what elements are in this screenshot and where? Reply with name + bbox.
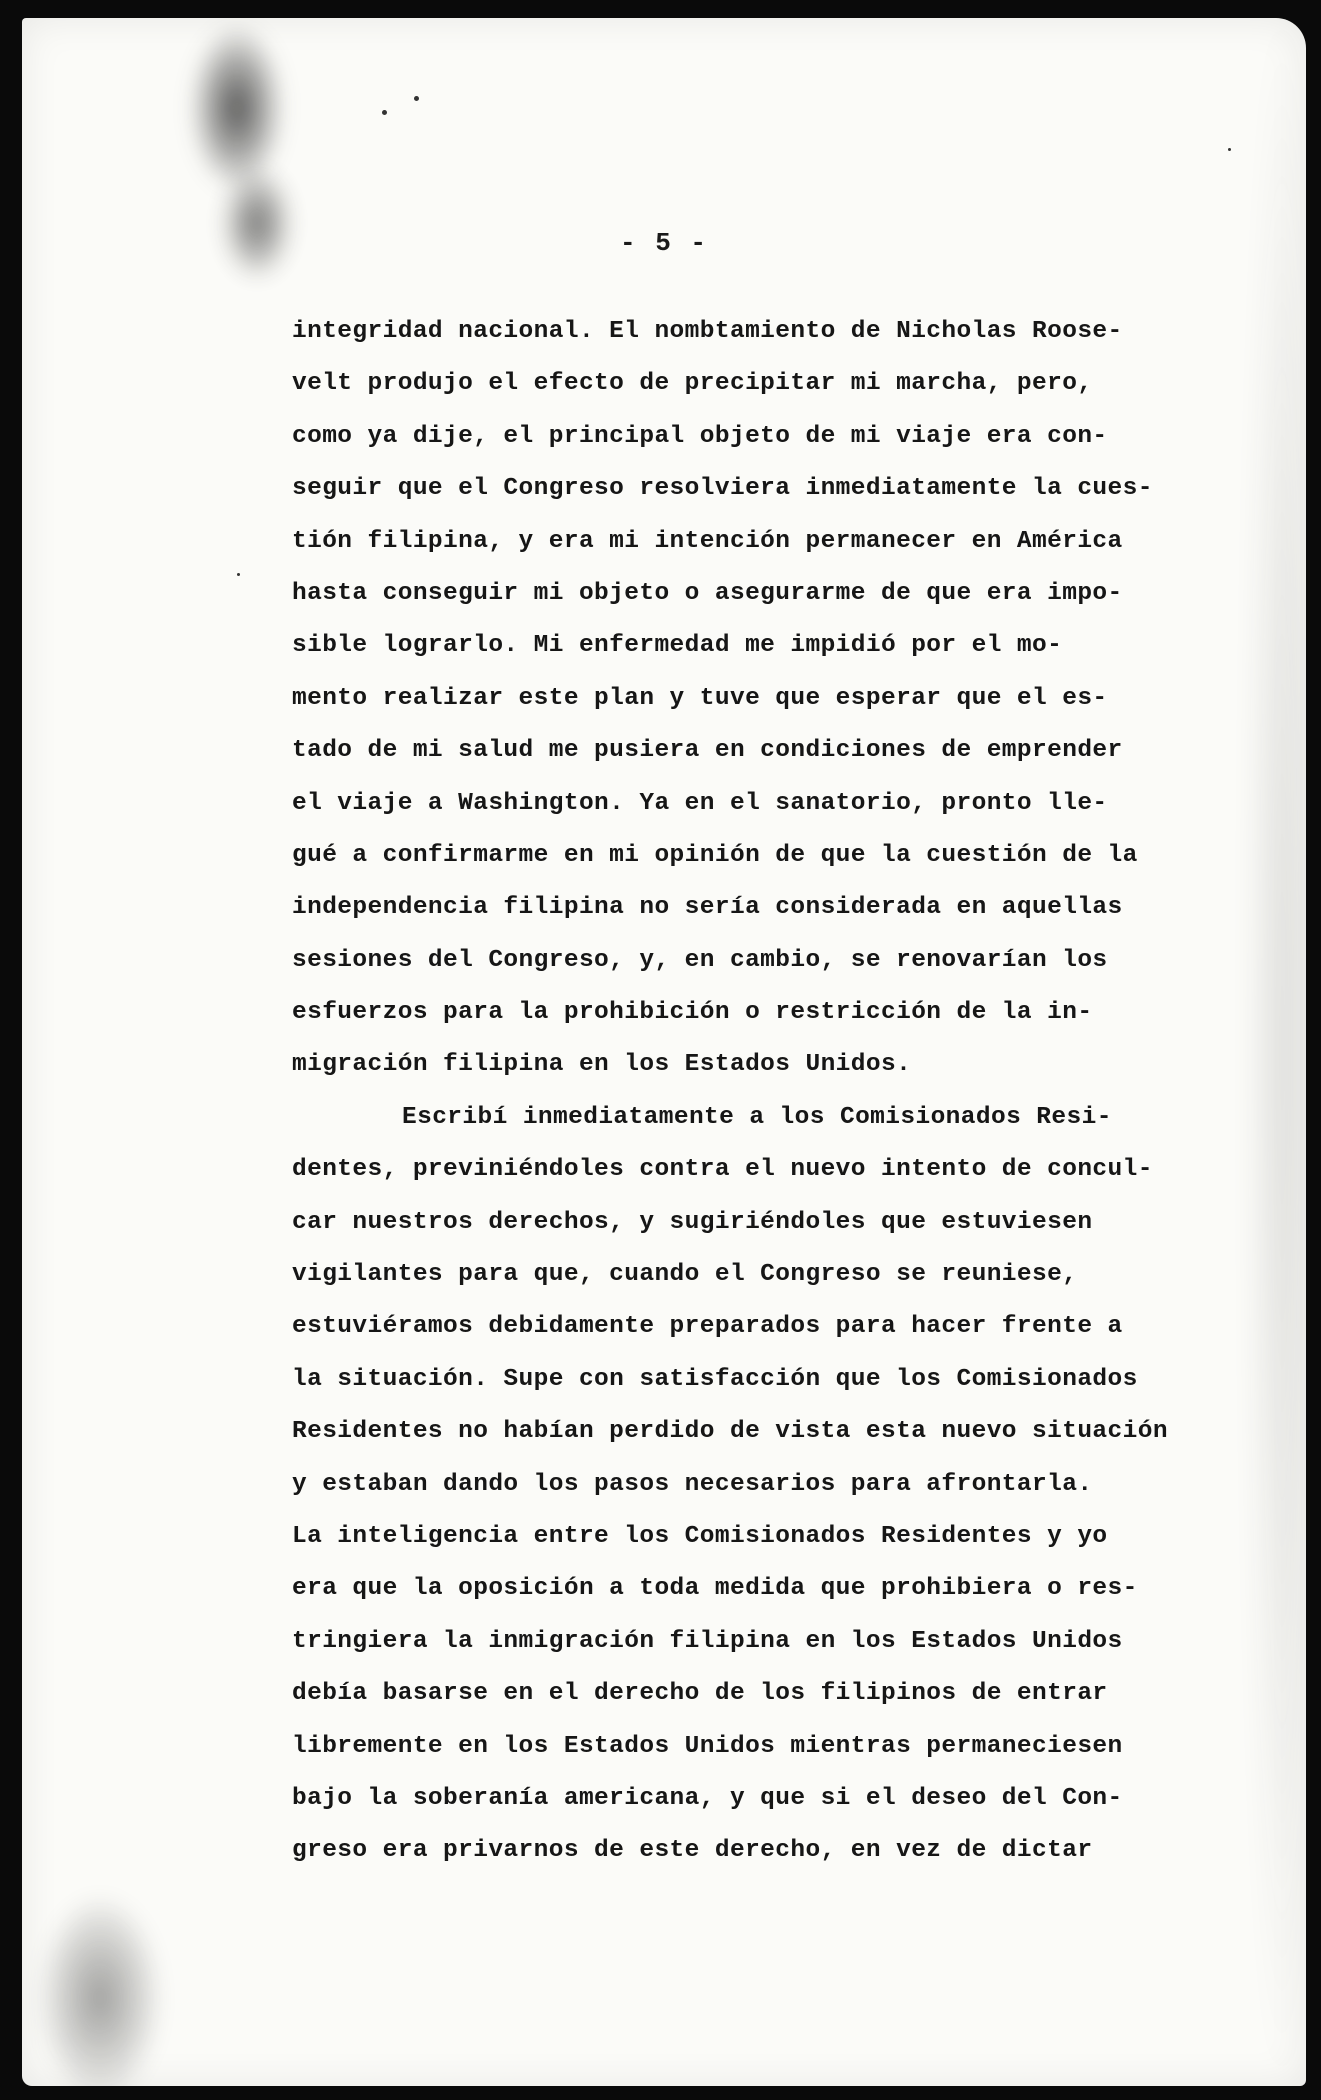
text-line: bajo la soberanía americana, y que si el deseo del Con- xyxy=(292,1784,1123,1812)
ink-smudge xyxy=(40,1898,160,2086)
text-line: libremente en los Estados Unidos mientras permaneciesen xyxy=(292,1732,1123,1760)
text-line: estuviéramos debidamente preparados para hacer frente a xyxy=(292,1313,1123,1341)
ink-smudge xyxy=(222,168,292,278)
text-line: velt produjo el efecto de precipitar mi marcha, pero, xyxy=(292,370,1093,398)
text-line: dentes, previniéndoles contra el nuevo intento de concul- xyxy=(292,1156,1153,1184)
text-line: como ya dije, el principal objeto de mi viaje era con- xyxy=(292,422,1108,450)
text-line: debía basarse en el derecho de los filipinos de entrar xyxy=(292,1680,1108,1708)
ink-smudge xyxy=(192,28,282,188)
scan-speck xyxy=(237,573,240,576)
text-line: migración filipina en los Estados Unidos. xyxy=(292,1051,912,1079)
text-line: gué a confirmarme en mi opinión de que la cuestión de la xyxy=(292,841,1138,869)
text-line: tión filipina, y era mi intención permanecer en América xyxy=(292,527,1123,555)
text-line: vigilantes para que, cuando el Congreso se reuniese, xyxy=(292,1261,1078,1289)
text-line: mento realizar este plan y tuve que esperar que el es- xyxy=(292,684,1108,712)
text-line: integridad nacional. El nombtamiento de Nicholas Roose- xyxy=(292,318,1123,345)
text-line: greso era privarnos de este derecho, en vez de dictar xyxy=(292,1837,1093,1865)
scan-speck xyxy=(382,110,387,115)
scan-speck xyxy=(414,96,419,101)
text-line: hasta conseguir mi objeto o asegurarme de que era impo- xyxy=(292,579,1123,607)
text-line: la situación. Supe con satisfacción que los Comisionados xyxy=(292,1365,1138,1393)
text-line: independencia filipina no sería considerada en aquellas xyxy=(292,894,1123,922)
text-line: Residentes no habían perdido de vista esta nuevo situación xyxy=(292,1418,1168,1446)
body-text xyxy=(292,306,1212,1878)
text-line: el viaje a Washington. Ya en el sanatorio, pronto lle- xyxy=(292,789,1108,817)
text-line: sible lograrlo. Mi enfermedad me impidió por el mo- xyxy=(292,632,1063,660)
text-line: era que la oposición a toda medida que prohibiera o res- xyxy=(292,1575,1138,1603)
text-line: tado de mi salud me pusiera en condiciones de emprender xyxy=(292,737,1123,765)
text-line: Escribí inmediatamente a los Comisionados Resi- xyxy=(402,1103,1112,1131)
scan-speck xyxy=(1228,148,1231,151)
page-number: - 5 - xyxy=(619,228,708,258)
page-edge-shadow xyxy=(1252,18,1306,2078)
text-line: tringiera la inmigración filipina en los Estados Unidos xyxy=(292,1627,1123,1655)
text-line: seguir que el Congreso resolviera inmediatamente la cues- xyxy=(292,475,1153,503)
text-line: y estaban dando los pasos necesarios para afrontarla. xyxy=(292,1470,1093,1498)
document-page xyxy=(22,18,1306,2086)
text-line: esfuerzos para la prohibición o restricción de la in- xyxy=(292,999,1093,1027)
text-line: La inteligencia entre los Comisionados Residentes y yo xyxy=(292,1522,1108,1550)
text-line: car nuestros derechos, y sugiriéndoles que estuviesen xyxy=(292,1208,1093,1236)
text-line: sesiones del Congreso, y, en cambio, se renovarían los xyxy=(292,946,1108,974)
